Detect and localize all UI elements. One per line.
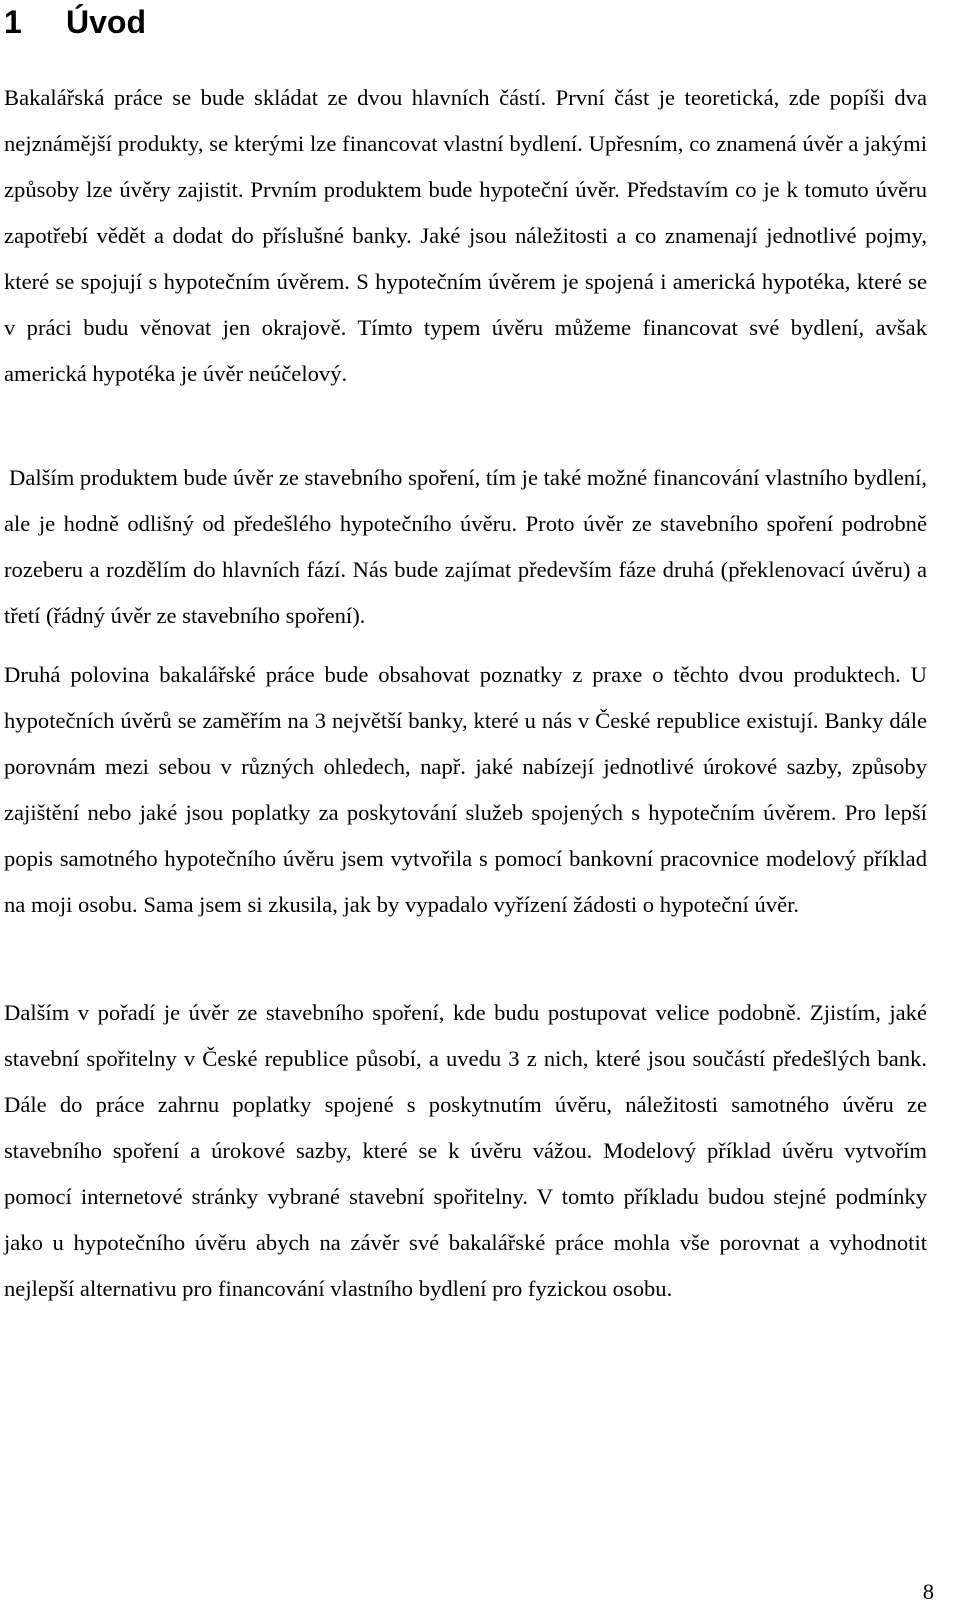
- paragraph-4: Dalším v pořadí je úvěr ze stavebního spoření, kde budu postupovat velice podobně. Zjistím, jaké stavební spořitelny v České republice působí, a uvedu 3 z nich, které jsou součástí předešlých bank. Dále do práce zahrnu poplatky spojené s poskytnutím úvěru, náležitosti samotného úvěru ze stavebního spoření a úrokové sazby, které se k úvěru vážou. Modelový příklad úvěru vytvořím pomocí internetové stránky vybrané stavební spořitelny. V tomto příkladu budou stejné podmínky jako u hypotečního úvěru abych na závěr své bakalářské práce mohla vše porovnat a vyhodnotit nejlepší alternativu pro financování vlastního bydlení pro fyzickou osobu.: [4, 1000, 927, 1301]
- paragraph-2-block: [4, 455, 927, 639]
- paragraph-3-block: [4, 652, 927, 928]
- paragraph-1: Bakalářská práce se bude skládat ze dvou hlavních částí. První část je teoretická, zde popíši dva nejznámější produkty, se kterými lze financovat vlastní bydlení. Upřesním, co znamená úvěr a jakými způsoby lze úvěry zajistit. Prvním produktem bude hypoteční úvěr. Představím co je k tomuto úvěru zapotřebí vědět a dodat do příslušné banky. Jaké jsou náležitosti a co znamenají jednotlivé pojmy, které se spojují s hypotečním úvěrem. S hypotečním úvěrem je spojená i americká hypotéka, které se v práci budu věnovat jen okrajově. Tímto typem úvěru můžeme financovat své bydlení, avšak americká hypotéka je úvěr neúčelový.: [4, 85, 927, 386]
- paragraph-1-block: [4, 75, 927, 397]
- paragraph-3: Druhá polovina bakalářské práce bude obsahovat poznatky z praxe o těchto dvou produktech. U hypotečních úvěrů se zaměřím na 3 největší banky, které u nás v České republice existují. Banky dále porovnám mezi sebou v různých ohledech, např. jaké nabízejí jednotlivé úrokové sazby, způsoby zajištění nebo jaké jsou poplatky za poskytování služeb spojených s hypotečním úvěrem. Pro lepší popis samotného hypotečního úvěru jsem vytvořila s pomocí bankovní pracovnice modelový příklad na moji osobu. Sama jsem si zkusila, jak by vypadalo vyřízení žádosti o hypoteční úvěr.: [4, 662, 927, 917]
- chapter-number: 1: [4, 4, 22, 40]
- paragraph-2-text: Dalším produktem bude úvěr ze stavebního spoření, tím je také možné financování vlastního bydlení, ale je hodně odlišný od předešlého hypotečního úvěru. Proto úvěr ze stavebního spoření podrobně rozeberu a rozdělím do hlavních fází. Nás bude zajímat především fáze druhá (překlenovací úvěru) a třetí (řádný úvěr ze stavebního spoření).: [4, 465, 927, 628]
- paragraph-2: [4, 455, 927, 639]
- paragraph-4-block: [4, 990, 927, 1312]
- chapter-title: Úvod: [66, 4, 146, 40]
- page-number: 8: [922, 1579, 934, 1604]
- chapter-heading: [4, 0, 146, 44]
